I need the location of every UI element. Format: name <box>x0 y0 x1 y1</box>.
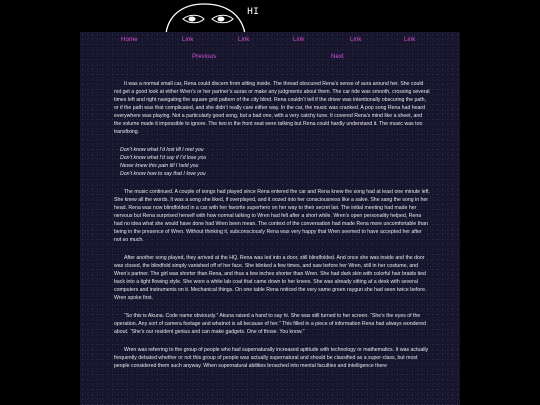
next-link[interactable]: Next <box>331 53 344 60</box>
story-paragraph-2: The music continued. A couple of songs had played since Rena entered the car and Rena knew the song had at least one minute left. She knew all the words. It was a song she liked, if overplayed, and it oozed into her consciousness like a salve. She sang the song in her head. Rena was now blindfolded in a car with her favorite superhero on her way to their secret lair. The initial meeting had made her nervous but Rena surprised herself with how normal talking to Wren had felt after a short while. Wren’s open personality helped, Rena had no idea what she would have done had Wren been mean. The context of the conversation had made Rena more uncomfortable than being in the presence of Wren. Without thinking it, subconsciously Rena was very happy that Wren seemed to have accepted her after not so much. <box>114 189 430 243</box>
doodle-right-pupil <box>218 17 225 22</box>
nav-link-5[interactable]: Link <box>350 36 362 43</box>
doodle-left-pupil <box>189 17 196 22</box>
header-logo-text: HI <box>247 7 260 18</box>
nav-link-2[interactable]: Link <box>182 36 194 43</box>
nav-link-6[interactable]: Link <box>404 36 416 43</box>
story-paragraph-1: It was a normal small car, Rena could discern from sitting inside. The thread obscured Rena’s sense of aura around her. She could not get a good look at either Wren’s or her partner’s auras or make any judgments about them. The car ride was smooth, crossing several times left and right navigating the square grid pattern of the city blind. Rena couldn’t tell if the driver was intentionally obscuring the path, or if the path was that complicated, and she didn’t really care either way. In the car, the music was cranked. A pop song Rena had heard everywhere was playing. Not a particularly good song, but a bad one, with a very catchy tune. It covered Rena’s mind like a sheet, and the volume made it impossible to ignore. The two in the front seat were talking but Rena could hardly understand it. The music was too transfixing. <box>114 81 430 135</box>
story-paragraph-5: Wren was referring to the group of people who had supernaturally increased aptitude with technology or mathematics. It was actually frequently debated whether or not this group of people was actually supernatural and should be classified as a super-class, but most people considered them such anyway. When supernatural abilities broached into mental faculties and intelligence there <box>114 347 429 369</box>
nav-link-3[interactable]: Link <box>238 36 250 43</box>
story-content <box>114 80 430 380</box>
story-paragraph-4: “So this is Akuna. Code name obviously.” Akuna raised a hand to say hi. She was still turned to her screen. “She’s the eyes of the operation. Any sort of camera footage and whatnot is all because of her.” This filled in a piece of information Rena had always wondered about. “She’s our resident genius and can make gadgets. One of those. You know.” <box>114 313 426 335</box>
lyric-line: Don’t know how to say that I love you <box>120 171 206 177</box>
lyric-line: Don’t know what I’d say if I’d lose you <box>120 155 207 161</box>
lyric-line: Don’t know what I’d lost till I met you <box>120 147 204 153</box>
story-page <box>80 32 460 405</box>
song-lyrics <box>120 146 430 178</box>
lyric-line: Never knew this pain till I held you <box>120 163 199 169</box>
previous-link[interactable]: Previous <box>192 53 217 60</box>
header-doodle <box>0 0 540 34</box>
nav-link-4[interactable]: Link <box>293 36 305 43</box>
story-paragraph-3: After another song played, they arrived at the HQ. Rena was led into a door, still blindfolded. And once she was inside and the door was closed, the blindfold simply vanished off of her face. She blinked a few times, and saw before her Wren, still in her costume, and Wren’s partner. The girl was shorter than Rena, and thus a few inches shorter than Wren. She had dark skin with colorful hair braids tied back into a tight flowing style. She wore a white lab coat that came down to her knees. She was already sitting at a desk with several computers and instruments on it. Mechanical things. On one table Rena noticed the very same green raygun she had seen twice before. Wren spoke first. <box>114 255 427 301</box>
nav-link-home[interactable]: Home <box>121 36 138 43</box>
